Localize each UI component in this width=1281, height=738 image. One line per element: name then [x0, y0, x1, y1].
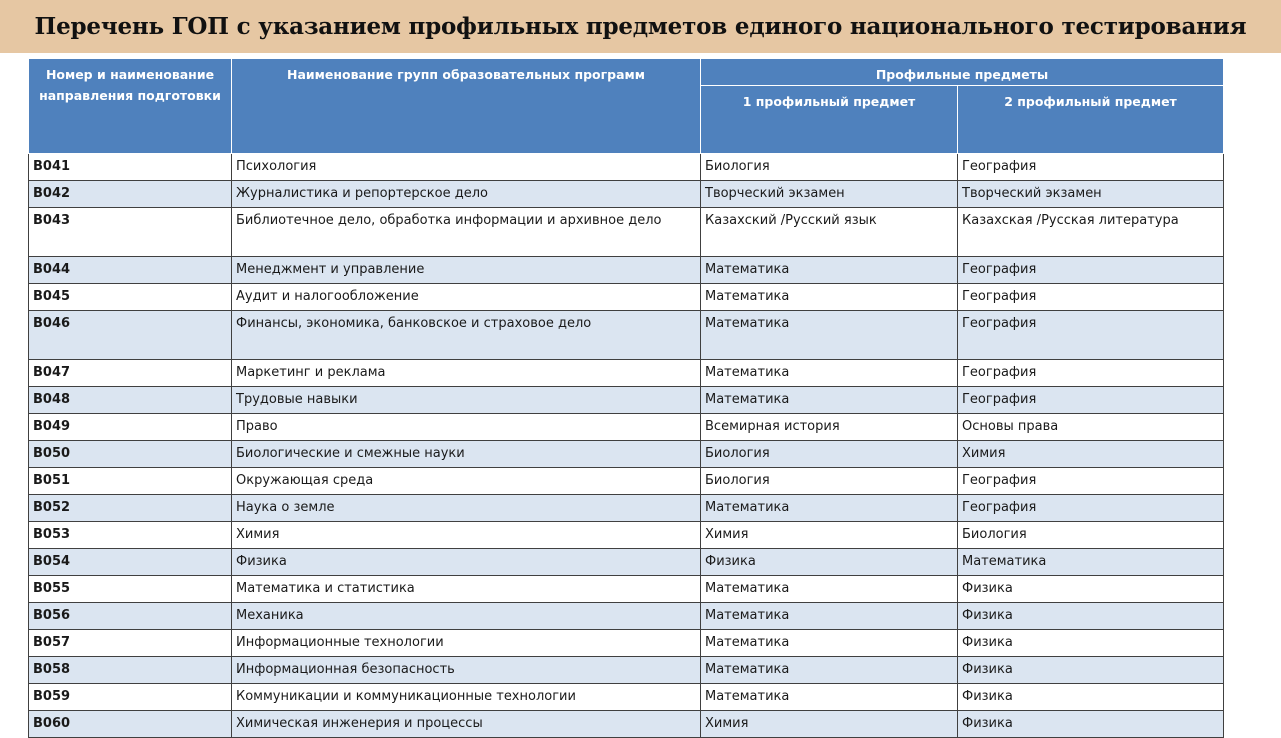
table-row: [29, 311, 1224, 360]
row-subject-1-cell: Математика: [701, 630, 958, 657]
row-group-cell: Аудит и налогообложение: [232, 284, 701, 311]
row-code-cell: B052: [29, 495, 232, 522]
row-group-cell: Право: [232, 414, 701, 441]
table-row: [29, 495, 1224, 522]
row-code-cell: B046: [29, 311, 232, 360]
table-row: [29, 603, 1224, 630]
row-subject-2-cell: География: [958, 311, 1224, 360]
table-row: [29, 387, 1224, 414]
row-subject-1-cell: Химия: [701, 522, 958, 549]
row-subject-2-cell: Математика: [958, 549, 1224, 576]
row-subject-2-cell: Физика: [958, 711, 1224, 738]
table-row: [29, 154, 1224, 181]
row-group-cell: Маркетинг и реклама: [232, 360, 701, 387]
row-code-cell: B056: [29, 603, 232, 630]
header-subject-2: 2 профильный предмет: [958, 86, 1224, 154]
row-subject-1-cell: Биология: [701, 441, 958, 468]
row-group-cell: Трудовые навыки: [232, 387, 701, 414]
row-group-cell: Информационные технологии: [232, 630, 701, 657]
table-header: [29, 59, 1224, 154]
row-group-cell: Окружающая среда: [232, 468, 701, 495]
row-subject-1-cell: Математика: [701, 684, 958, 711]
table-row: [29, 468, 1224, 495]
row-code-cell: B044: [29, 257, 232, 284]
row-subject-2-cell: География: [958, 360, 1224, 387]
table-row: [29, 657, 1224, 684]
row-code-cell: B058: [29, 657, 232, 684]
row-subject-2-cell: География: [958, 257, 1224, 284]
row-subject-1-cell: Творческий экзамен: [701, 181, 958, 208]
row-group-cell: Финансы, экономика, банковское и страховое дело: [232, 311, 701, 360]
table-row: [29, 549, 1224, 576]
table-row: [29, 630, 1224, 657]
row-subject-1-cell: Математика: [701, 284, 958, 311]
row-subject-2-cell: География: [958, 387, 1224, 414]
row-code-cell: B049: [29, 414, 232, 441]
row-subject-2-cell: Казахская /Русская литература: [958, 208, 1224, 257]
row-group-cell: Химия: [232, 522, 701, 549]
row-group-cell: Коммуникации и коммуникационные технологии: [232, 684, 701, 711]
row-group-cell: Физика: [232, 549, 701, 576]
page-title: Перечень ГОП с указанием профильных предметов единого национального тестирования: [34, 13, 1247, 40]
row-code-cell: B050: [29, 441, 232, 468]
row-subject-1-cell: Математика: [701, 576, 958, 603]
row-code-cell: B055: [29, 576, 232, 603]
row-subject-2-cell: Физика: [958, 603, 1224, 630]
table-row: [29, 208, 1224, 257]
row-group-cell: Наука о земле: [232, 495, 701, 522]
row-group-cell: Психология: [232, 154, 701, 181]
row-code-cell: B045: [29, 284, 232, 311]
row-code-cell: B042: [29, 181, 232, 208]
row-code-cell: B053: [29, 522, 232, 549]
row-group-cell: Информационная безопасность: [232, 657, 701, 684]
row-code-cell: B059: [29, 684, 232, 711]
table-row: [29, 441, 1224, 468]
row-subject-2-cell: География: [958, 154, 1224, 181]
table-row: [29, 414, 1224, 441]
table-row: [29, 360, 1224, 387]
table-row: [29, 257, 1224, 284]
row-subject-2-cell: География: [958, 468, 1224, 495]
row-group-cell: Биологические и смежные науки: [232, 441, 701, 468]
row-subject-1-cell: Биология: [701, 154, 958, 181]
row-subject-2-cell: Физика: [958, 630, 1224, 657]
row-code-cell: B057: [29, 630, 232, 657]
header-subject-1: 1 профильный предмет: [701, 86, 958, 154]
row-subject-1-cell: Математика: [701, 311, 958, 360]
row-group-cell: Химическая инженерия и процессы: [232, 711, 701, 738]
row-group-cell: Механика: [232, 603, 701, 630]
row-code-cell: B041: [29, 154, 232, 181]
row-code-cell: B060: [29, 711, 232, 738]
table-row: [29, 711, 1224, 738]
row-subject-2-cell: География: [958, 284, 1224, 311]
row-code-cell: B047: [29, 360, 232, 387]
row-subject-1-cell: Казахский /Русский язык: [701, 208, 958, 257]
row-subject-2-cell: Основы права: [958, 414, 1224, 441]
row-code-cell: B043: [29, 208, 232, 257]
title-bar: [0, 0, 1281, 53]
row-subject-1-cell: Математика: [701, 360, 958, 387]
row-subject-1-cell: Физика: [701, 549, 958, 576]
row-group-cell: Журналистика и репортерское дело: [232, 181, 701, 208]
row-code-cell: B054: [29, 549, 232, 576]
table-row: [29, 576, 1224, 603]
header-subjects: Профильные предметы: [701, 59, 1224, 86]
row-subject-1-cell: Всемирная история: [701, 414, 958, 441]
row-subject-1-cell: Математика: [701, 657, 958, 684]
table-row: [29, 522, 1224, 549]
header-group: Наименование групп образовательных программ: [232, 59, 701, 154]
row-subject-2-cell: Биология: [958, 522, 1224, 549]
row-subject-1-cell: Математика: [701, 257, 958, 284]
row-subject-1-cell: Химия: [701, 711, 958, 738]
row-subject-1-cell: Математика: [701, 603, 958, 630]
row-subject-2-cell: Физика: [958, 657, 1224, 684]
row-subject-2-cell: География: [958, 495, 1224, 522]
row-subject-2-cell: Химия: [958, 441, 1224, 468]
row-group-cell: Математика и статистика: [232, 576, 701, 603]
row-subject-1-cell: Биология: [701, 468, 958, 495]
header-code: Номер и наименование направления подготовки: [29, 59, 232, 154]
row-code-cell: B048: [29, 387, 232, 414]
row-subject-1-cell: Математика: [701, 387, 958, 414]
row-subject-2-cell: Физика: [958, 576, 1224, 603]
gop-table: [28, 58, 1224, 738]
row-group-cell: Менеджмент и управление: [232, 257, 701, 284]
row-subject-1-cell: Математика: [701, 495, 958, 522]
row-group-cell: Библиотечное дело, обработка информации и архивное дело: [232, 208, 701, 257]
table-row: [29, 181, 1224, 208]
row-subject-2-cell: Физика: [958, 684, 1224, 711]
table-row: [29, 684, 1224, 711]
table-row: [29, 284, 1224, 311]
row-code-cell: B051: [29, 468, 232, 495]
table-body: [29, 154, 1224, 738]
row-subject-2-cell: Творческий экзамен: [958, 181, 1224, 208]
